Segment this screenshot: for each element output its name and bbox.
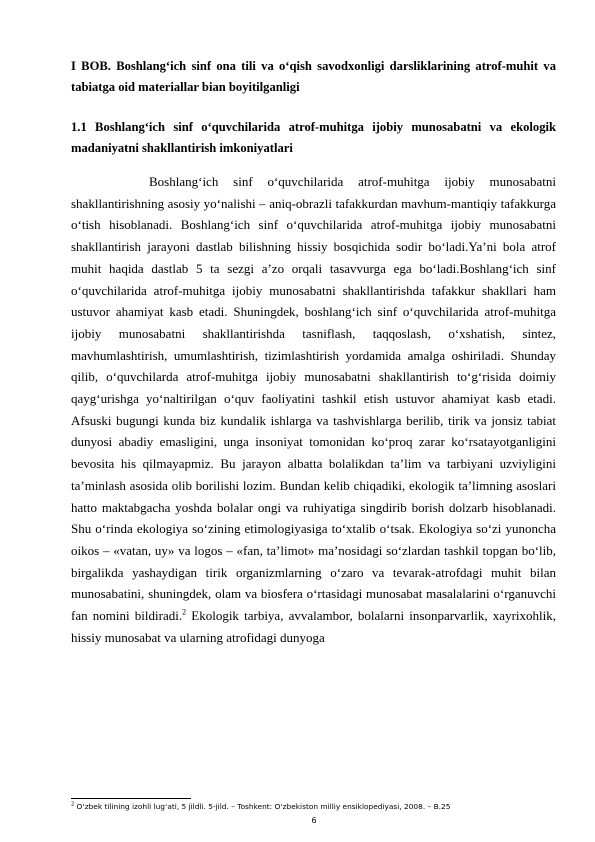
footnote-text: O‘zbek tilining izohli lug‘ati, 5 jildli. 5-jild. – Toshkent: O‘zbekiston milliy ensiklopediyasi, 2008. – B.25 — [74, 802, 451, 811]
footnote — [71, 802, 556, 812]
footnote-reference: 2 — [182, 607, 187, 617]
page-number: 6 — [311, 816, 317, 825]
footnote-divider — [71, 798, 191, 799]
footnote-marker: 2 — [71, 801, 75, 808]
chapter-title: I BOB. Boshlang‘ich sinf ona tili va o‘qish savodxonligi darsliklarining atrof-muhit va tabiatga oid materiallar bian boyitilganligi — [71, 59, 556, 94]
body-text-after-note: Ekologik tarbiya, avvalambor, bolalarni insonparvarlik, xayrixohlik, hissiy munosabat va ularning atrofidagi dunyoga — [71, 608, 556, 645]
body-paragraph — [71, 171, 556, 648]
section-title: 1.1 Boshlang‘ich sinf o‘quvchilarida atrof-muhitga ijobiy munosabatni va ekologik madaniyatni shakllantirish imkoniyatlari — [71, 120, 556, 155]
body-text-before-note: Boshlang‘ich sinf o‘quvchilarida atrof-muhitga ijobiy munosabatni shakllantirishning asosiy yo‘nalishi – aniq-obrazli tafakkurdan mavhum-mantiqiy tafakkurga o‘tish hisoblanadi. Boshlang‘ich sinf o‘quvchilarida atrof-muhitga ijobiy munosabatni shakllantirish jarayoni dastlab bilishning hissiy bosqichida sodir bo‘ladi.Ya’ni bola atrof muhit haqida dastlab 5 ta sezgi a’zo orqali tasavvurga ega bo‘ladi.Boshlang‘ich sinf o‘quvchilarida atrof-muhitga ijobiy munosabatni shakllantirishda tafakkur shakllari ham ustuvor ahamiyat kasb etadi. Shuningdek, boshlang‘ich sinf o‘quvchilarida atrof-muhitga ijobiy munosabatni shakllantirishda tasniflash, taqqoslash, o‘xshatish, sintez, mavhumlashtirish, umumlashtirish, tizimlashtirish yordamida amalga oshiriladi. Shunday qilib, o‘quvchilarda atrof-muhitga ijobiy munosabatni shakllantirish to‘g‘risida doimiy qayg‘urishga yo‘naltirilgan o‘quv faoliyatini tashkil etish ustuvor ahamiyat kasb etadi. Afsuski bugungi kunda biz kundalik ishlarga va tashvishlarga berilib, tirik va jonsiz tabiat dunyosi abadiy emasligini, unga insoniyat tomonidan ko‘proq zarar ko‘rsatayotganligini bevosita his qilmayapmiz. Bu jarayon albatta bolalikdan ta’lim va tarbiyani uzviyligini ta’minlash asosida olib borilishi lozim. Bundan kelib chiqadiki, ekologik ta’limning asoslari hatto maktabgacha yoshda bolalar ongi va ruhiyatiga singdirib borish dolzarb hisoblanadi. Shu o‘rinda ekologiya so‘zining etimologiyasiga to‘xtalib o‘tsak. Ekologiya so‘zi yunoncha oikos – «vatan, uy» va logos – «fan, ta’limot» ma’nosidagi so‘zlardan tashkil topgan bo‘lib, birgalikda yashaydigan tirik organizmlarning o‘zaro va tevarak-atrofdagi muhit bilan munosabatini, shuningdek, olam va biosfera o‘rtasidagi munosabat masalalarini o‘rganuvchi fan nomini bildiradi. — [71, 174, 556, 624]
